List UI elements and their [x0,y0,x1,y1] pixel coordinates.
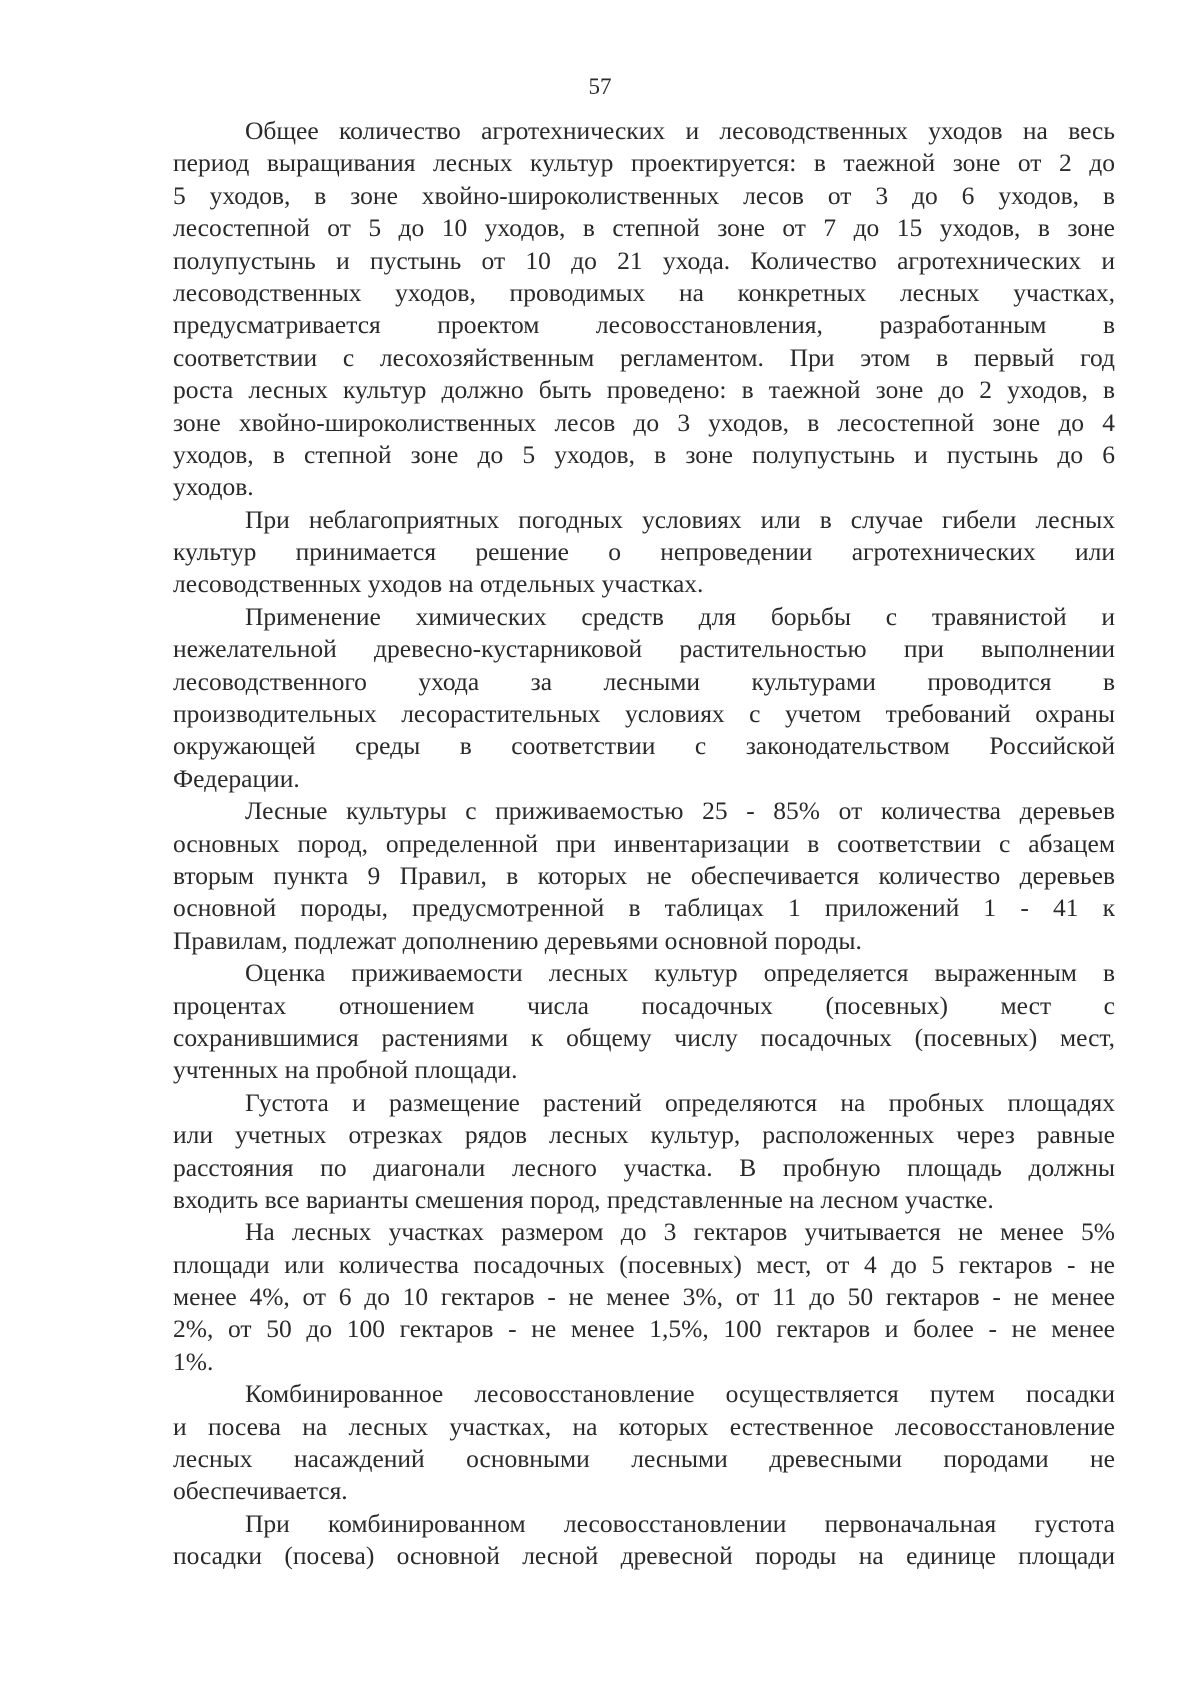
text-line: площади или количества посадочных (посевных) мест, от 4 до 5 гектаров - не [173,1249,1115,1279]
text-line: Федерации. [173,763,300,793]
text-line: предусматривается проектом лесовосстановления, разработанным в [173,310,1115,340]
text-line: расстояния по диагонали лесного участка. В пробную площадь должны [173,1152,1115,1182]
text-line: уходов. [173,472,254,502]
text-line: и посева на лесных участках, на которых естественное лесовосстановление [173,1411,1115,1441]
text-line: 5 уходов, в зоне хвойно-широколиственных лесов от 3 до 6 уходов, в [173,180,1115,210]
text-line: культур принимается решение о непроведении агротехнических или [173,537,1115,567]
text-line: входить все варианты смешения пород, представленные на лесном участке. [173,1184,994,1214]
text-line: При комбинированном лесовосстановлении первоначальная густота [245,1508,1115,1538]
text-line: уходов, в степной зоне до 5 уходов, в зоне полупустынь и пустынь до 6 [173,439,1115,469]
text-line: окружающей среды в соответствии с законодательством Российской [173,731,1115,761]
text-line: лесоводственных уходов на отдельных участках. [173,569,704,599]
text-line: Оценка приживаемости лесных культур определяется выраженным в [245,958,1115,988]
text-line: основной породы, предусмотренной в таблицах 1 приложений 1 - 41 к [173,893,1115,923]
paragraph [173,957,1115,1087]
text-line: Общее количество агротехнических и лесоводственных уходов на весь [245,116,1115,145]
text-line: процентах отношением числа посадочных (посевных) мест с [173,990,1115,1020]
paragraph [173,795,1115,957]
text-line: 2%, от 50 до 100 гектаров - не менее 1,5%, 100 гектаров и более - не менее [173,1314,1115,1344]
text-line: 1%. [173,1346,214,1376]
text-line: лесоводственного ухода за лесными культурами проводится в [173,666,1115,696]
text-line: лесоводственных уходов, проводимых на конкретных лесных участках, [173,277,1115,307]
paragraph [173,504,1115,601]
text-line: соответствии с лесохозяйственным регламентом. При этом в первый год [173,342,1115,372]
text-line: основных пород, определенной при инвентаризации в соответствии с абзацем [173,828,1115,858]
text-line: или учетных отрезках рядов лесных культур, расположенных через равные [173,1120,1115,1150]
text-line: зоне хвойно-широколиственных лесов до 3 уходов, в лесостепной зоне до 4 [173,407,1115,437]
paragraph [173,115,1115,504]
text-line: производительных лесорастительных условиях с учетом требований охраны [173,699,1115,729]
text-line: При неблагоприятных погодных условиях или в случае гибели лесных [245,504,1115,534]
text-line: вторым пункта 9 Правил, в которых не обеспечивается количество деревьев [173,860,1115,890]
text-line: учтенных на пробной площади. [173,1055,518,1085]
text-line: Применение химических средств для борьбы с травянистой и [245,601,1115,631]
page-number: 57 [588,74,612,99]
text-line: лесных насаждений основными лесными древесными породами не [173,1444,1115,1474]
text-line: Лесные культуры с приживаемостью 25 - 85% от количества деревьев [245,796,1115,826]
text-line: Правилам, подлежат дополнению деревьями основной породы. [173,925,862,955]
paragraph [173,601,1115,795]
text-line: обеспечивается. [173,1476,348,1506]
text-line: период выращивания лесных культур проектируется: в таежной зоне от 2 до [173,148,1115,178]
paragraph [173,1508,1115,1573]
text-line: Густота и размещение растений определяются на пробных площадях [245,1087,1115,1117]
text-line: Комбинированное лесовосстановление осуществляется путем посадки [245,1379,1115,1409]
paragraph [173,1087,1115,1217]
text-line: посадки (посева) основной лесной древесной породы на единице площади [173,1541,1115,1571]
text-line: сохранившимися растениями к общему числу посадочных (посевных) мест, [173,1022,1115,1052]
text-line: менее 4%, от 6 до 10 гектаров - не менее 3%, от 11 до 50 гектаров - не менее [173,1282,1115,1312]
text-line: лесостепной от 5 до 10 уходов, в степной зоне от 7 до 15 уходов, в зоне [173,213,1115,243]
paragraph [173,1378,1115,1508]
text-line: роста лесных культур должно быть проведено: в таежной зоне до 2 уходов, в [173,375,1115,405]
text-line: полупустынь и пустынь от 10 до 21 ухода. Количество агротехнических и [173,245,1115,275]
paragraph [173,1216,1115,1378]
text-line: На лесных участках размером до 3 гектаров учитывается не менее 5% [245,1217,1115,1247]
text-line: нежелательной древесно-кустарниковой растительностью при выполнении [173,634,1115,664]
body-text [173,115,1115,1573]
